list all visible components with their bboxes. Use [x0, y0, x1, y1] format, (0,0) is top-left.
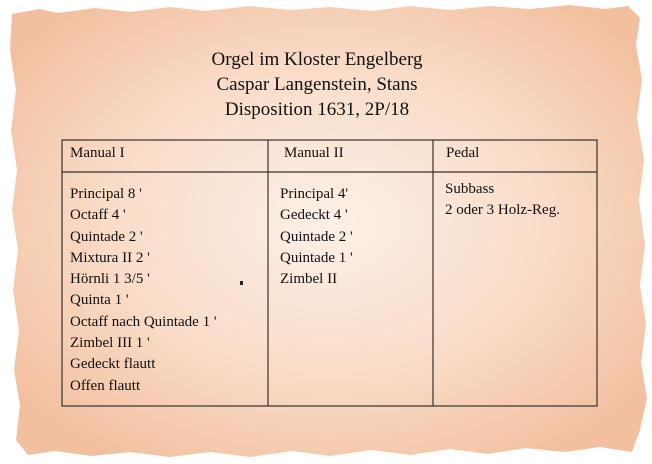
register-item: Zimbel III 1 ' — [70, 335, 150, 352]
register-item: Subbass — [445, 181, 495, 197]
manual-1-register-list — [70, 184, 217, 397]
header-pedal: Pedal — [446, 145, 480, 161]
header-manual-1: Manual I — [70, 145, 125, 161]
header-manual-2: Manual II — [284, 145, 344, 161]
register-item: Quinta 1 ' — [70, 292, 129, 309]
register-item: Quintade 1 ' — [280, 249, 353, 266]
register-item: Gedeckt 4 ' — [280, 207, 348, 224]
register-item: Quintade 2 ' — [70, 228, 143, 245]
register-item: Zimbel II — [280, 271, 338, 288]
title-line-1: Orgel im Kloster Engelberg — [211, 49, 423, 70]
register-item: Quintade 2 ' — [280, 228, 353, 245]
title-line-2: Caspar Langenstein, Stans — [216, 74, 418, 95]
register-item: Mixtura II 2 ' — [70, 249, 150, 266]
title-line-3: Disposition 1631, 2P/18 — [224, 99, 410, 120]
manual-2-register-list — [280, 184, 353, 290]
register-item: Principal 4' — [280, 186, 349, 202]
stray-mark — [240, 281, 243, 285]
register-item: Gedeckt flautt — [70, 356, 156, 373]
document-title — [120, 47, 514, 122]
register-item: Principal 8 ' — [70, 186, 142, 202]
register-item: Octaff nach Quintade 1 ' — [70, 313, 217, 330]
register-item: Octaff 4 ' — [70, 207, 126, 224]
register-item: 2 oder 3 Holz-Reg. — [445, 202, 560, 219]
register-item: Hörnli 1 3/5 ' — [70, 271, 150, 288]
pedal-register-list — [445, 179, 560, 222]
register-item: Offen flautt — [70, 377, 141, 394]
